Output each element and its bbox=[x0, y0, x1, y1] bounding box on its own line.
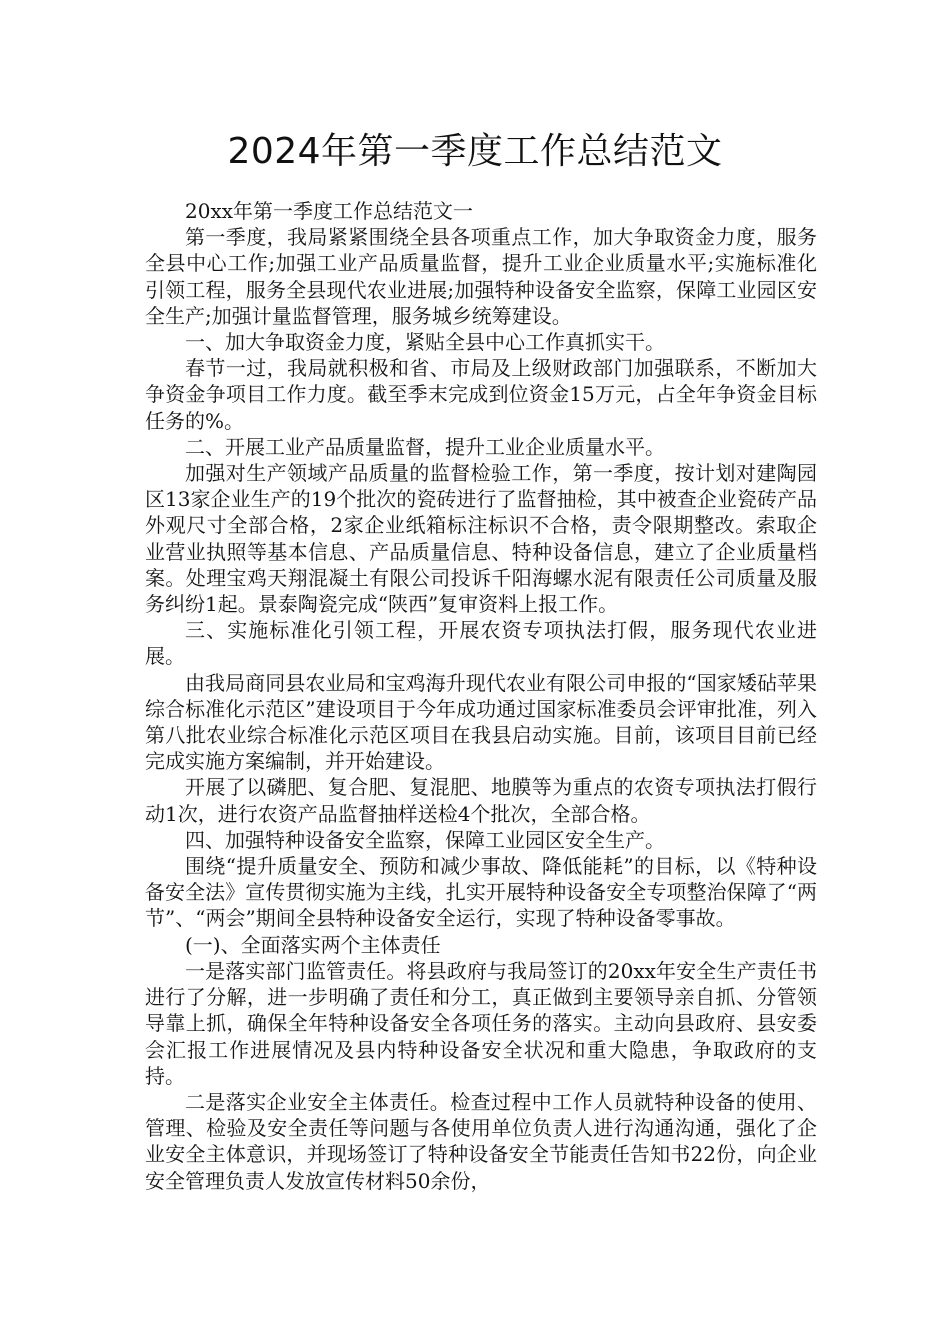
paragraph-enterprise-responsibility: 二是落实企业安全主体责任。检查过程中工作人员就特种设备的使用、管理、检验及安全责任等问题与各使用单位负责人进行沟通沟通，强化了企业安全主体意识，并现场签订了特种设备安全节能责任告知书22份，向企业安全管理负责人发放宣传材料50余份， bbox=[145, 1089, 817, 1193]
section-heading-1: 一、加大争取资金力度，紧贴全县中心工作真抓实干。 bbox=[185, 330, 665, 355]
paragraph-department-responsibility: 一是落实部门监管责任。将县政府与我局签订的20xx年安全生产责任书进行了分解，进一步明确了责任和分工，真正做到主要领导亲自抓、分管领导靠上抓，确保全年特种设备安全各项任务的落实。主动向县政府、县安委会汇报工作进展情况及县内特种设备安全状况和重大隐患，争取政府的支持。 bbox=[145, 958, 817, 1088]
section-heading-3: 三、实施标准化引领工程，开展农资专项执法打假，服务现代农业进展。 bbox=[145, 618, 817, 669]
section-heading-2: 二、开展工业产品质量监督，提升工业企业质量水平。 bbox=[185, 434, 665, 459]
paragraph-safety: 围绕“提升质量安全、预防和减少事故、降低能耗”的目标，以《特种设备安全法》宣传贯彻实施为主线，扎实开展特种设备安全专项整治保障了“两节”、“两会”期间全县特种设备安全运行，实现了特种设备零事故。 bbox=[145, 854, 817, 931]
paragraph-overview: 第一季度，我局紧紧围绕全县各项重点工作，加大争取资金力度，服务全县中心工作;加强工业产品质量监督，提升工业企业质量水平;实施标准化引领工程，服务全县现代农业进展;加强特种设备安全监察，保障工业园区安全生产;加强计量监督管理，服务城乡统筹建设。 bbox=[145, 225, 817, 328]
paragraph-standardization: 由我局商同县农业局和宝鸡海升现代农业有限公司申报的“国家矮砧苹果综合标准化示范区”建设项目于今年成功通过国家标准委员会评审批准，列入第八批农业综合标准化示范区项目在我县启动实施。目前，该项目目前已经完成实施方案编制，并开始建设。 bbox=[145, 670, 817, 774]
paragraph-subtitle: 20xx年第一季度工作总结范文一 bbox=[185, 199, 474, 223]
subsection-heading-1: (一)、全面落实两个主体责任 bbox=[185, 932, 441, 957]
paragraph-funding: 春节一过，我局就积极和省、市局及上级财政部门加强联系，不断加大争资金争项目工作力度。截至季末完成到位资金15万元，占全年争资金目标任务的%。 bbox=[145, 356, 817, 433]
section-heading-4: 四、加强特种设备安全监察，保障工业园区安全生产。 bbox=[185, 827, 665, 852]
document-title: 2024年第一季度工作总结范文 bbox=[227, 131, 723, 172]
document-body bbox=[145, 198, 817, 1194]
paragraph-enforcement: 开展了以磷肥、复合肥、复混肥、地膜等为重点的农资专项执法打假行动1次，进行农资产品监督抽样送检4个批次，全部合格。 bbox=[145, 775, 817, 826]
paragraph-quality: 加强对生产领域产品质量的监督检验工作，第一季度，按计划对建陶园区13家企业生产的19个批次的瓷砖进行了监督抽检，其中被查企业瓷砖产品外观尺寸全部合格，2家企业纸箱标注标识不合格，责令限期整改。索取企业营业执照等基本信息、产品质量信息、特种设备信息，建立了企业质量档案。处理宝鸡天翔混凝土有限公司投诉千阳海螺水泥有限责任公司质量及服务纠纷1起。景泰陶瓷完成“陕西”复审资料上报工作。 bbox=[145, 461, 817, 617]
